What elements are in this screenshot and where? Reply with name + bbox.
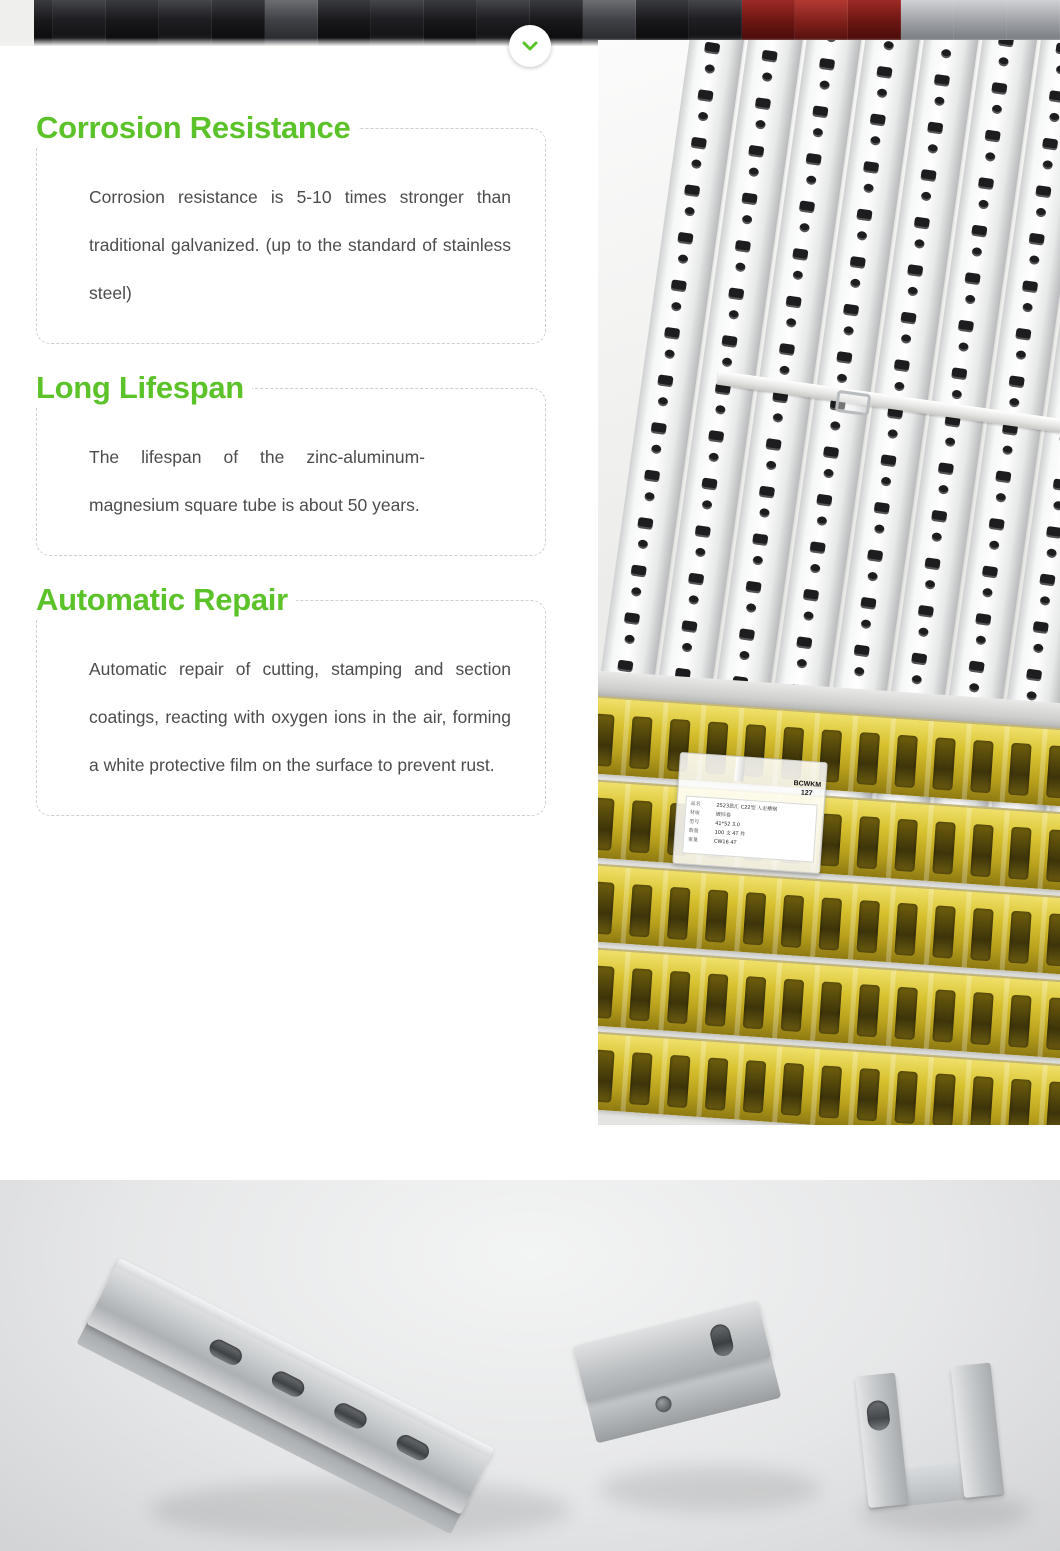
u-bracket: [855, 1360, 1029, 1516]
perforation-hole: [799, 223, 810, 233]
perforation-hole: [617, 660, 633, 673]
perforation-hole: [742, 215, 753, 225]
tag-row-value: 镀锌卷: [715, 811, 731, 819]
channel-slot: [598, 714, 615, 767]
perforation-hole: [918, 605, 934, 618]
perforation-hole: [1046, 548, 1057, 558]
channel-slot: [629, 800, 653, 853]
perforation-hole: [805, 153, 821, 166]
perforation-hole: [900, 334, 911, 344]
perforated-strut-channel-bundle-photo: [598, 40, 1060, 1125]
channel-slot: [1046, 997, 1060, 1050]
channel-slot: [743, 892, 767, 945]
channel-slot: [1046, 745, 1060, 798]
perforation-hole: [978, 177, 994, 190]
perforation-hole: [958, 342, 969, 352]
perforation-hole: [1026, 669, 1042, 682]
channel-slot: [269, 1368, 307, 1399]
perforation-hole: [1002, 445, 1013, 455]
perforation-hole: [701, 500, 712, 510]
perforation-hole: [739, 650, 750, 660]
perforation-hole: [911, 652, 927, 665]
channel-slot: [932, 821, 956, 874]
channel-slot: [1008, 1079, 1032, 1125]
channel-slot: [856, 732, 880, 785]
perforation-hole: [812, 128, 823, 138]
perforation-hole: [752, 533, 768, 546]
perforation-hole: [991, 82, 1007, 95]
perforation-hole: [874, 502, 890, 515]
perforation-hole: [1046, 526, 1060, 539]
perforation-hole: [876, 66, 892, 79]
channel-slot: [206, 1337, 244, 1368]
tag-code-line: BCWKM: [793, 779, 822, 789]
perforation-hole: [850, 256, 866, 269]
perforation-hole: [880, 476, 891, 486]
perforation-hole: [856, 208, 872, 221]
feature-body-text: Corrosion resistance is 5-10 times stronger than traditional galvanized. (up to the standard of stainless steel): [89, 187, 511, 303]
perforation-hole: [1053, 501, 1060, 511]
perforation-hole: [856, 231, 867, 241]
perforation-hole: [728, 287, 744, 300]
feature-title: Corrosion Resistance: [36, 108, 358, 148]
bracket-slot: [866, 1399, 891, 1431]
channel-slot: [894, 987, 918, 1040]
perforation-hole: [819, 80, 830, 90]
channel-slot: [1046, 1081, 1060, 1125]
channel-slot: [667, 971, 691, 1024]
perforation-hole: [860, 597, 876, 610]
perforation-hole: [975, 613, 991, 626]
perforation-hole: [823, 468, 834, 478]
perforation-hole: [984, 130, 1000, 143]
perforation-hole: [803, 589, 819, 602]
perforation-hole: [836, 373, 847, 383]
channel-slot: [932, 905, 956, 958]
perforation-hole: [941, 49, 952, 59]
perforation-hole: [1035, 185, 1051, 198]
perforation-hole: [695, 525, 711, 538]
tag-row-label: 材质: [689, 809, 701, 817]
perforation-hole: [677, 232, 693, 245]
tag-row-label: 数量: [688, 827, 699, 835]
perforation-hole: [931, 532, 942, 542]
channel-slot: [629, 1052, 653, 1105]
perforation-hole: [631, 587, 642, 597]
perforation-hole: [697, 89, 713, 102]
perforation-hole: [854, 667, 865, 677]
perforation-hole: [786, 318, 797, 328]
channel-slot: [932, 989, 956, 1042]
channel-slot: [970, 908, 994, 961]
perforation-hole: [624, 634, 635, 644]
perforation-hole: [761, 50, 777, 63]
perforation-hole: [759, 486, 775, 499]
perforation-hole: [785, 295, 801, 308]
perforation-hole: [860, 619, 871, 629]
perforation-hole: [671, 302, 682, 312]
perforation-hole: [651, 444, 662, 454]
perforation-hole: [914, 239, 925, 249]
perforation-hole: [830, 421, 841, 431]
perforation-hole: [697, 111, 708, 121]
perforation-hole: [925, 580, 936, 590]
channel-slot: [598, 966, 615, 1019]
channel-slot: [781, 1063, 805, 1116]
perforation-hole: [691, 137, 707, 150]
perforation-hole: [969, 683, 980, 693]
perforation-hole: [982, 588, 993, 598]
channel-slot: [894, 903, 918, 956]
perforation-hole: [854, 644, 870, 657]
channel-slot: [970, 824, 994, 877]
channel-slot: [970, 740, 994, 793]
perforation-hole: [1033, 621, 1049, 634]
channel-slot: [1008, 827, 1032, 880]
perforation-hole: [1033, 643, 1044, 653]
perforation-hole: [924, 557, 940, 570]
perforation-hole: [927, 144, 938, 154]
perforation-hole: [823, 446, 839, 459]
perforation-hole: [759, 508, 770, 518]
perforation-hole: [920, 169, 936, 182]
perforation-hole: [671, 279, 687, 292]
channel-slot: [1008, 911, 1032, 964]
perforation-hole: [836, 351, 852, 364]
perforation-hole: [1039, 573, 1055, 586]
feature-corrosion-resistance: [36, 108, 546, 344]
perforation-hole: [766, 460, 777, 470]
perforation-hole: [809, 541, 825, 554]
perforation-hole: [651, 422, 667, 435]
strap-buckle: [835, 390, 872, 417]
perforation-hole: [803, 611, 814, 621]
perforation-hole: [748, 167, 759, 177]
channel-slot: [970, 1076, 994, 1125]
channel-slot: [932, 1073, 956, 1125]
perforation-hole: [934, 96, 945, 106]
channel-slot: [856, 900, 880, 953]
perforation-hole: [995, 470, 1011, 483]
perforation-hole: [1022, 280, 1038, 293]
perforation-hole: [982, 565, 998, 578]
perforation-hole: [739, 628, 755, 641]
feature-body-box: [36, 128, 546, 344]
channel-slot: [629, 716, 653, 769]
perforation-hole: [721, 335, 737, 348]
channel-slot: [598, 1050, 615, 1103]
perforation-hole: [958, 320, 974, 333]
perforation-hole: [850, 278, 861, 288]
perforation-hole: [934, 74, 950, 87]
channel-slot: [743, 976, 767, 1029]
perforation-hole: [644, 469, 660, 482]
perforation-hole: [1039, 596, 1050, 606]
channel-slot: [598, 882, 615, 935]
tag-row-label: 重量: [687, 836, 699, 844]
feature-title: Automatic Repair: [36, 580, 296, 620]
perforation-hole: [799, 200, 815, 213]
perforation-hole: [978, 199, 989, 209]
perforation-hole: [704, 64, 715, 74]
channel-slot: [598, 798, 615, 851]
perforation-hole: [772, 413, 783, 423]
channel-slot: [970, 992, 994, 1045]
perforation-hole: [971, 225, 987, 238]
perforation-hole: [657, 397, 668, 407]
perforation-hole: [870, 113, 886, 126]
perforation-hole: [914, 217, 930, 230]
perforation-hole: [806, 175, 817, 185]
perforation-hole: [998, 40, 1014, 47]
channel-slot: [1046, 913, 1060, 966]
perforation-hole: [964, 272, 980, 285]
channel-slot: [1008, 995, 1032, 1048]
feature-title: Long Lifespan: [36, 368, 252, 408]
perforation-hole: [1015, 328, 1031, 341]
perforation-hole: [796, 658, 807, 668]
channel-slot: [856, 816, 880, 869]
perforation-hole: [765, 438, 781, 451]
perforation-hole: [1029, 255, 1040, 265]
perforation-hole: [991, 104, 1002, 114]
perforation-hole: [695, 547, 706, 557]
perforation-hole: [708, 452, 719, 462]
perforation-hole: [938, 484, 949, 494]
perforation-hole: [1042, 138, 1058, 151]
perforation-hole: [995, 493, 1006, 503]
channel-slot: [708, 1322, 735, 1358]
perforation-hole: [810, 563, 821, 573]
perforation-hole: [880, 454, 896, 467]
perforation-hole: [874, 524, 885, 534]
tag-row-value: 41*52 3.0: [714, 820, 741, 829]
perforation-hole: [1008, 375, 1024, 388]
perforation-hole: [867, 549, 883, 562]
perforation-hole: [1042, 160, 1053, 170]
channel-slot: [781, 979, 805, 1032]
perforation-hole: [1029, 233, 1045, 246]
perforation-hole: [951, 367, 967, 380]
channel-slot: [743, 1060, 767, 1113]
feature-body-text: The lifespan of the zinc-aluminum-magnesium square tube is about 50 years.: [89, 447, 425, 515]
perforation-hole: [708, 430, 724, 443]
perforation-hole: [688, 573, 704, 586]
galvanized-strut-channel-parts-photo: [0, 1180, 1060, 1551]
perforation-hole: [1055, 65, 1060, 75]
feature-long-lifespan: [36, 368, 546, 556]
channel-slot: [705, 889, 729, 942]
perforation-hole: [664, 327, 680, 340]
perforation-hole: [762, 72, 773, 82]
perforation-hole: [870, 136, 881, 146]
perforation-hole: [792, 248, 808, 261]
perforation-hole: [907, 264, 923, 277]
perforation-hole: [1035, 207, 1046, 217]
perforation-hole: [681, 642, 692, 652]
perforation-hole: [894, 359, 910, 372]
feature-body-box: [36, 388, 546, 556]
perforation-hole: [728, 310, 739, 320]
perforation-hole: [755, 97, 771, 110]
perforation-hole: [965, 294, 976, 304]
perforation-hole: [735, 262, 746, 272]
chevron-down-icon[interactable]: [509, 25, 551, 67]
channel-slot: [894, 735, 918, 788]
channel-slot: [819, 897, 843, 950]
tag-row-label: 品名: [690, 800, 701, 808]
perforation-hole: [746, 603, 757, 613]
perforation-hole: [637, 517, 653, 530]
perforation-hole: [691, 159, 702, 169]
channel-slot: [667, 887, 691, 940]
tag-code-line: 127: [800, 789, 813, 798]
channel-slot: [629, 884, 653, 937]
perforation-hole: [867, 571, 878, 581]
channel-slot: [629, 968, 653, 1021]
section-divider: [0, 1125, 1060, 1180]
channel-slot: [394, 1432, 432, 1463]
tag-row-value: CW16 4T: [713, 838, 737, 847]
perforation-hole: [657, 374, 673, 387]
perforation-hole: [863, 161, 879, 174]
channel-slot: [894, 1071, 918, 1124]
perforation-hole: [998, 57, 1009, 67]
perforation-hole: [907, 286, 918, 296]
perforation-hole: [927, 121, 943, 134]
perforation-hole: [911, 675, 922, 685]
perforation-hole: [745, 581, 761, 594]
channel-slot: [1008, 743, 1032, 796]
perforation-hole: [624, 612, 640, 625]
perforation-hole: [1055, 43, 1060, 56]
perforation-hole: [894, 381, 905, 391]
perforation-hole: [664, 349, 675, 359]
perforation-hole: [752, 555, 763, 565]
perforation-hole: [843, 304, 859, 317]
perforation-hole: [722, 357, 733, 367]
perforation-hole: [900, 312, 916, 325]
perforation-hole: [704, 42, 720, 55]
tag-row-value: 2523蓝汇 C22型 人走槽钢: [716, 802, 778, 813]
perforation-hole: [796, 636, 812, 649]
channel-slot: [819, 1065, 843, 1118]
yellow-channel-stack: [598, 695, 1060, 1125]
perforation-hole: [975, 635, 986, 645]
features-column: [36, 108, 546, 840]
feature-body-box: [36, 600, 546, 816]
perforation-hole: [931, 510, 947, 523]
perforation-hole: [843, 326, 854, 336]
perforation-hole: [816, 516, 827, 526]
tag-details: [682, 795, 818, 862]
feature-automatic-repair: [36, 580, 546, 816]
perforation-hole: [630, 565, 646, 578]
channel-slot: [781, 895, 805, 948]
channel-slot: [894, 819, 918, 872]
feature-body-text: Automatic repair of cutting, stamping and section coatings, reacting with oxygen ions in the air, forming a white protective film on the surface to prevent rust.: [89, 659, 511, 775]
perforation-hole: [812, 105, 828, 118]
tag-code: [793, 779, 822, 799]
channel-slot: [705, 1057, 729, 1110]
perforation-hole: [701, 478, 717, 491]
perforation-hole: [1022, 302, 1033, 312]
channel-slot: [331, 1400, 369, 1431]
perforation-hole: [677, 254, 688, 264]
perforation-hole: [688, 595, 699, 605]
channel-slot: [1046, 829, 1060, 882]
channel-slot: [819, 981, 843, 1034]
channel-slot: [932, 737, 956, 790]
perforation-hole: [755, 119, 766, 129]
perforation-hole: [715, 405, 726, 415]
perforation-hole: [792, 270, 803, 280]
perforation-hole: [971, 247, 982, 257]
perforation-hole: [989, 540, 1000, 550]
perforation-hole: [876, 88, 887, 98]
perforation-hole: [1053, 478, 1060, 491]
perforation-hole: [644, 492, 655, 502]
channel-slot: [667, 1055, 691, 1108]
perforation-hole: [779, 365, 790, 375]
perforation-hole: [684, 206, 695, 216]
perforation-hole: [684, 184, 700, 197]
product-label-tag: [672, 752, 827, 874]
perforation-hole: [938, 462, 954, 475]
perforation-hole: [826, 40, 837, 43]
channel-slot: [705, 973, 729, 1026]
perforation-hole: [816, 494, 832, 507]
perforation-hole: [1049, 90, 1060, 103]
perforation-hole: [637, 539, 648, 549]
perforation-hole: [1049, 112, 1060, 122]
perforation-hole: [988, 518, 1004, 531]
perforation-hole: [887, 429, 898, 439]
perforation-hole: [945, 437, 956, 447]
perforation-hole: [921, 191, 932, 201]
perforation-hole: [741, 192, 757, 205]
perforation-hole: [918, 627, 929, 637]
perforation-hole: [819, 58, 835, 71]
perforation-hole: [985, 152, 996, 162]
perforation-hole: [883, 41, 894, 51]
perforation-hole: [951, 389, 962, 399]
perforation-hole: [748, 145, 764, 158]
perforation-hole: [1015, 350, 1026, 360]
channel-slot: [856, 984, 880, 1037]
perforation-hole: [1009, 397, 1020, 407]
tag-row-value: 100 支 4T 件: [714, 829, 746, 838]
perforation-hole: [681, 620, 697, 633]
perforation-hole: [779, 343, 795, 356]
perforation-hole: [735, 240, 751, 253]
channel-slot: [856, 1068, 880, 1121]
perforation-hole: [863, 183, 874, 193]
tag-tie-strap: [734, 752, 749, 782]
tag-row-label: 型号: [689, 818, 700, 826]
perforation-hole: [968, 660, 984, 673]
